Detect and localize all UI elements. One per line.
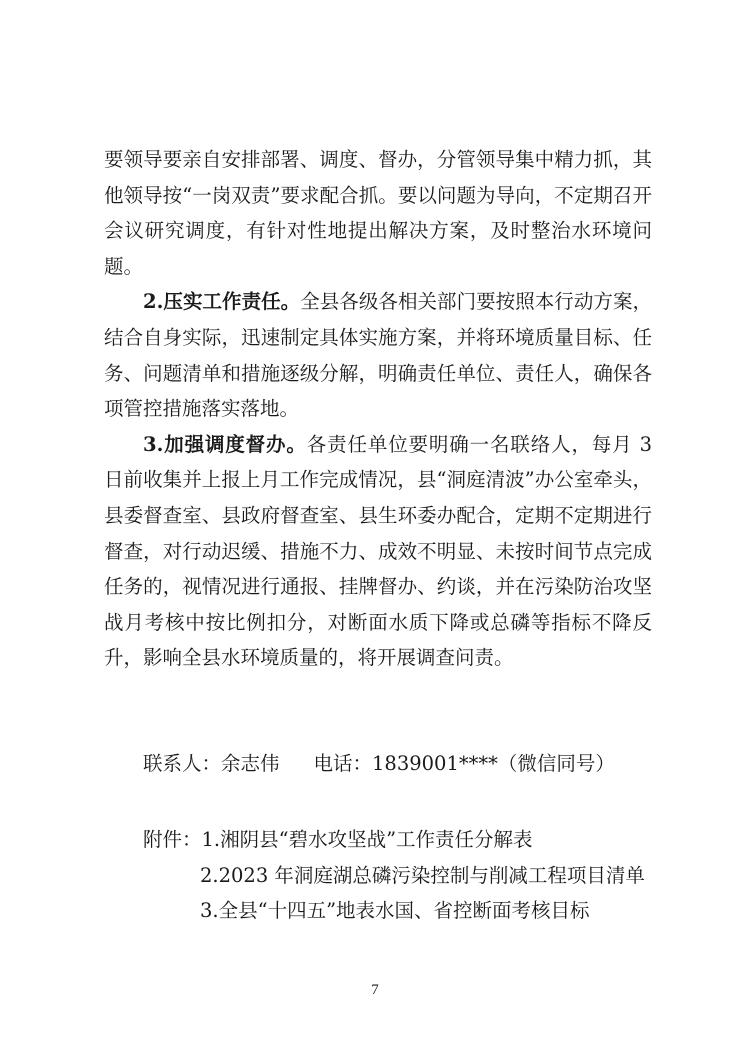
intro-paragraph: 要领导要亲自安排部署、调度、督办，分管领导集中精力抓，其他领导按“一岗双责”要求配合抓。要以问题为导向，不定期召开会议研究调度，有针对性地提出解决方案，及时整治水环境问题。 (104, 148, 652, 278)
section-heading-2: 2.压实工作责任。 (143, 290, 301, 314)
contact-phone: 电话：1839001****（微信同号） (313, 752, 615, 775)
contact-line (143, 746, 615, 781)
section-text-2: 全县各级各相关部门要按照本行动方案，结合自身实际，迅速制定具体实施方案，并将环境质量目标、任务、问题清单和措施逐级分解，明确责任单位、责任人，确保各项管控措施落实落地。 (104, 290, 652, 421)
attachment-item-2: 2.2023 年洞庭湖总磷污染控制与削减工程项目清单 (200, 863, 645, 887)
attachments-list (143, 822, 645, 929)
section-heading-3: 3.加强调度督办。 (143, 432, 307, 456)
page-number: 7 (371, 982, 379, 998)
section-text-3: 各责任单位要明确一名联络人，每月 3 日前收集并上报上月工作完成情况，县“洞庭清波”办公室牵头，县委督查室、县政府督查室、县生环委办配合，定期不定期进行督查，对行动迟缓、措施不力、成效不明显、未按时间节点完成任务的，视情况进行通报、挂牌督办、约谈，并在污染防治攻坚战月考核中按比例扣分，对断面水质下降或总磷等指标不降反升，影响全县水环境质量的，将开展调查问责。 (104, 432, 652, 670)
section-paragraph-2 (104, 284, 652, 426)
attachment-item-3: 3.全县“十四五”地表水国、省控断面考核目标 (200, 899, 590, 922)
attachment-item-1: 附件：1.湘阴县“碧水攻坚战”工作责任分解表 (143, 828, 533, 851)
section-paragraph-3 (104, 427, 652, 676)
attachments-label: 附件： (143, 828, 202, 851)
document-body (104, 142, 652, 676)
contact-person: 联系人：余志伟 (143, 752, 280, 775)
